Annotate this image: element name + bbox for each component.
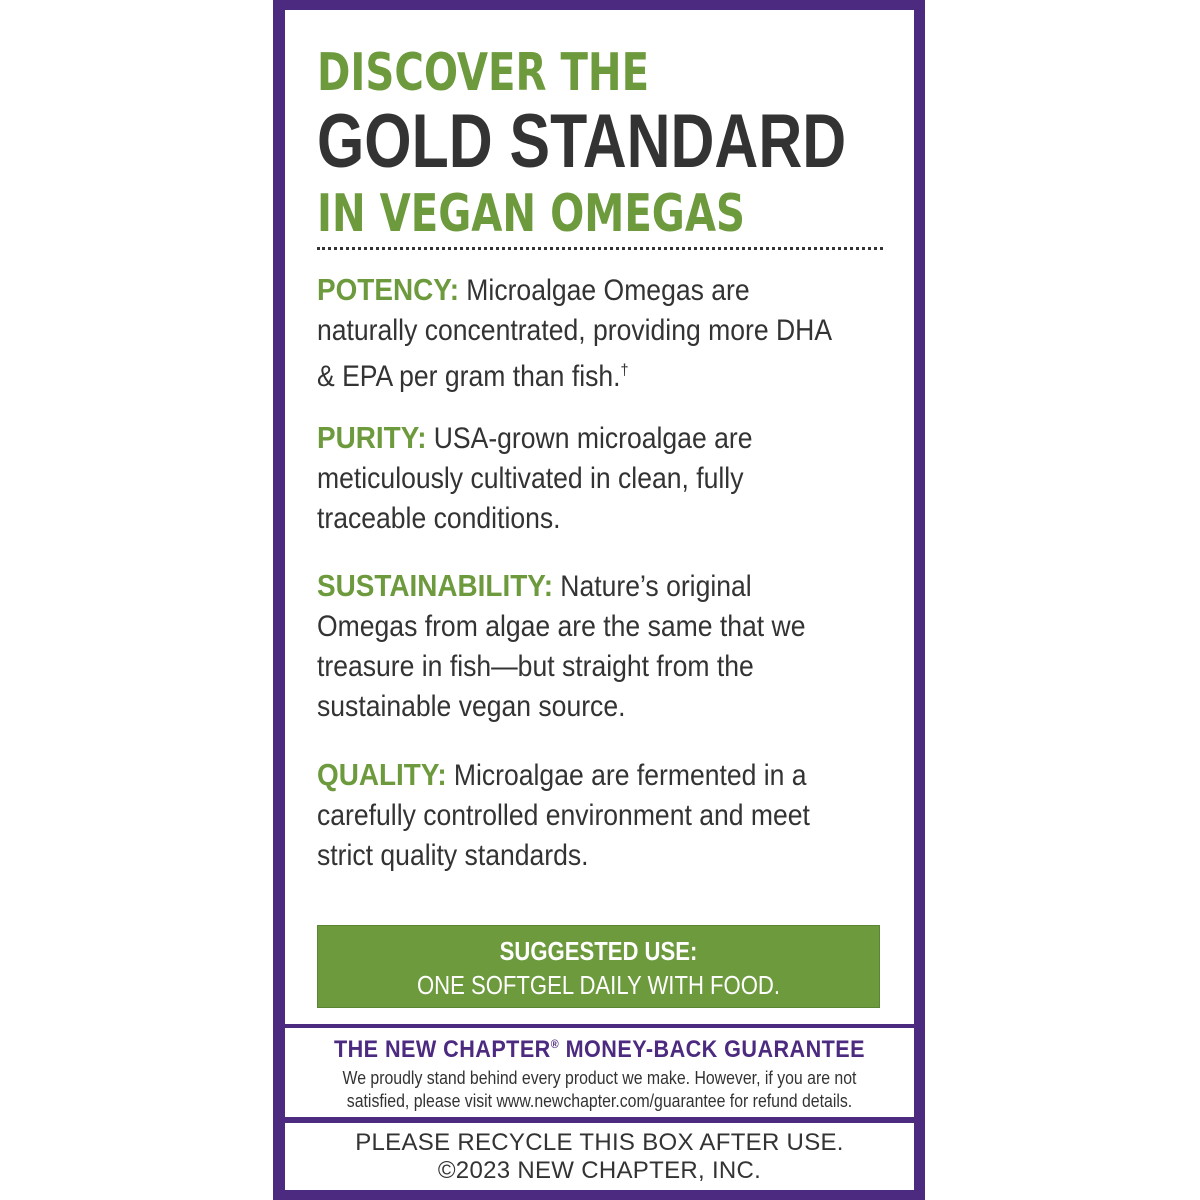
recycle-notice: PLEASE RECYCLE THIS BOX AFTER USE.: [355, 1129, 844, 1156]
potency-label: POTENCY:: [317, 272, 460, 307]
purity-section: [317, 418, 835, 539]
dagger-footnote-mark: †: [620, 362, 629, 379]
guarantee-text-line-2: satisfied, please visit www.newchapter.com/guarantee for refund details.: [346, 1091, 853, 1111]
suggested-use-box: [317, 925, 880, 1008]
guarantee-text-line-1: We proudly stand behind every product we make. However, if you are not: [342, 1068, 857, 1088]
guarantee-box: [285, 1028, 914, 1117]
copyright-notice: ©2023 NEW CHAPTER, INC.: [437, 1157, 762, 1184]
suggested-use-text: ONE SOFTGEL DAILY WITH FOOD.: [416, 970, 781, 1000]
purity-text: USA-grown microalgae are meticulously cultivated in clean, fully traceable conditions.: [317, 422, 753, 535]
purity-label: PURITY:: [317, 420, 427, 455]
headline-line-3: IN VEGAN OMEGAS: [317, 184, 745, 244]
headline-line-2: GOLD STANDARD: [317, 99, 847, 184]
registered-mark: ®: [550, 1037, 560, 1051]
guarantee-title: [316, 1036, 882, 1064]
footer-box: [285, 1123, 914, 1190]
sustainability-label: SUSTAINABILITY:: [317, 568, 554, 603]
potency-text: Microalgae Omegas are naturally concentrated, providing more DHA & EPA per gram than fish.: [317, 274, 831, 393]
headline-line-1: DISCOVER THE: [317, 43, 650, 103]
suggested-use-title: SUGGESTED USE:: [499, 936, 698, 966]
quality-label: QUALITY:: [317, 757, 447, 792]
sustainability-text: Nature’s original Omegas from algae are the same that we treasure in fish—but straight from the sustainable vegan source.: [317, 570, 806, 723]
sustainability-section: [317, 566, 835, 727]
dotted-divider: [317, 247, 883, 250]
guarantee-title-brand: THE NEW CHAPTER: [333, 1036, 551, 1063]
potency-section: [317, 270, 835, 397]
quality-section: [317, 755, 835, 876]
guarantee-title-rest: MONEY-BACK GUARANTEE: [559, 1036, 866, 1063]
quality-text: Microalgae are fermented in a carefully controlled environment and meet strict quality standards.: [317, 759, 810, 872]
